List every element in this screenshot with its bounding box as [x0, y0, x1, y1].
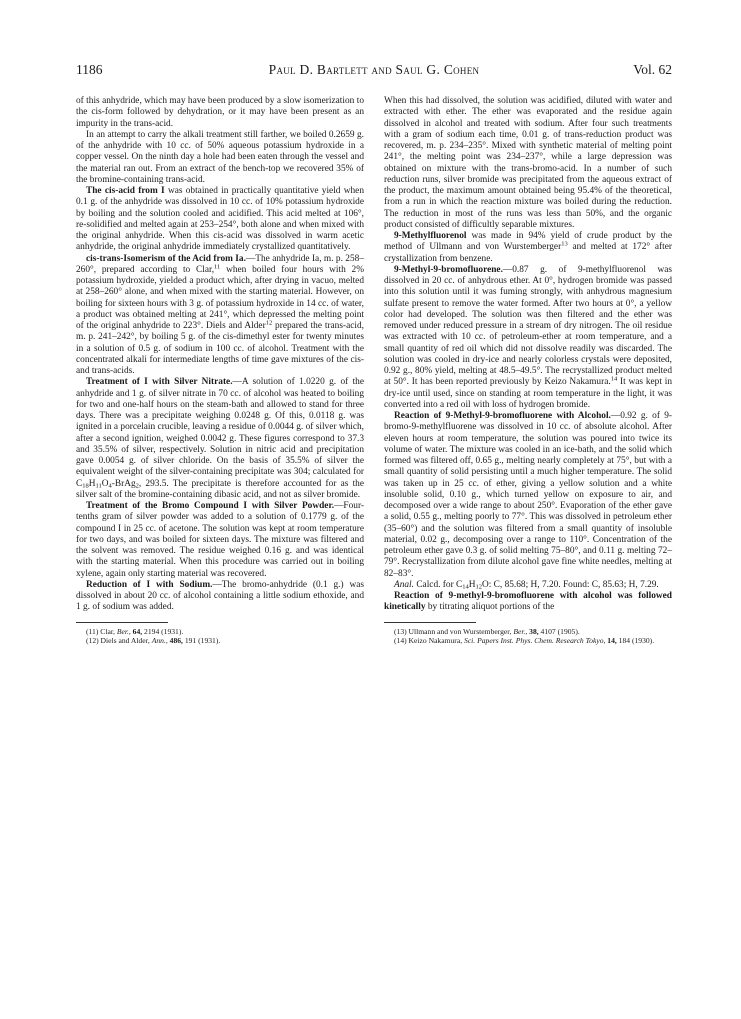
paragraph: 9-Methyl-9-bromofluorene.—0.87 g. of 9-methylfluorenol was dissolved in 20 cc. of anhydrous ether. At 0°, hydrogen bromide was passed into this solution until it was fuming strongly, with anhydrous magnesium sulfate present to remove the water formed. After two hours at 0°, a yellow color had developed. The solution was then filtered and the ether was removed under reduced pressure in a stream of dry nitrogen. The oil residue was extracted with 10 cc. of petroleum-ether at room temperature, and a small quantity of red oil which did not dissolve readily was discarded. The solution was cooled in dry-ice and nearly colorless crystals were deposited, 0.92 g., 80% yield, melting at 48.5–49.5°. The recrystallized product melted at 50°. It has been reported previously by Keizo Nakamura.$^{14}$ It was kept in dry-ice until used, since on standing at room temperature in the light, it was converted into a red oil with loss of hydrogen bromide.	[384, 264, 672, 410]
running-authors: Paul D. Bartlett and Saul G. Cohen	[268, 62, 480, 77]
section-run-in-heading: Reaction of 9-methyl-9-bromofluorene with alcohol was followed kinetically	[384, 591, 672, 613]
paragraph: When this had dissolved, the solution was acidified, diluted with water and extracted with ether. The ether was evaporated and the residue again dissolved in alcohol and treated with sodium. After four such treatments with a gram of sodium each time, 0.01 g. of trans-reduction product was recovered, m. p. 234–235°. Mixed with synthetic material of melting point 241°, the melting point was 234–237°, while a large depression was obtained on mixture with the trans-bromo-acid. In a number of such reduction runs, silver bromide was precipitated from the aqueous extract of the product, the maximum amount obtained being 95.4% of the theoretical, from a run in which the reaction mixture was boiled during the reduction. The reduction in most of the runs was less than 50%, and the organic product consisted of difficultly separable mixtures.	[384, 96, 672, 230]
section-run-in-heading: 9-Methylfluorenol	[394, 231, 467, 241]
paragraph: Reaction of 9-Methyl-9-bromofluorene with Alcohol.—0.92 g. of 9-bromo-9-methylfluorene was dissolved in 10 cc. of absolute alcohol. After eleven hours at room temperature, the solution was poured into twice its volume of water. The mixture was cooled in an ice-bath, and the solid which formed was filtered off, 0.65 g., melting nearly completely at 75°, but with a small quantity of solid persisting until a much higher temperature. The solid was taken up in 25 cc. of ether, giving a yellow solution and a white insoluble solid, 0.10 g., which turned yellow on exposure to air, and decomposed over a wide range to about 250°. Evaporation of the ether gave a solid, 0.55 g., melting poorly to 77°. This was dissolved in petroleum ether (35–60°) and the solution was filtered from a small quantity of insoluble material, 0.02 g., decomposing over a range to 110°. Concentration of the petroleum ether gave 0.3 g. of solid melting 75–80°, and 0.11 g. melting 72–79°. Recrystallization from dilute alcohol gave fine white needles, melting at 82–83°.	[384, 411, 672, 579]
paragraph: The cis-acid from I was obtained in practically quantitative yield when 0.1 g. of the anhydride was dissolved in 10 cc. of 10% potassium hydroxide by boiling and the solution cooled and acidified. This acid melted at 106°, re-solidified and melted again at 253–254°, both alone and when mixed with the original anhydride. When this cis-acid was dissolved in warm acetic anhydride, the original anhydride immediately crystallized quantitatively.	[76, 186, 364, 253]
paragraph: Reaction of 9-methyl-9-bromofluorene with alcohol was followed kinetically by titrating aliquot portions of the	[384, 591, 672, 613]
reference-mark: 12	[265, 319, 273, 327]
paragraph: Treatment of I with Silver Nitrate.—A solution of 1.0220 g. of the anhydride and 1 g. of silver nitrate in 70 cc. of alcohol was heated to boiling for two and one-half hours on the steam-bath and allowed to stand for three days. There was a precipitate weighing 0.0248 g. Of this, 0.0118 g. was ignited in a porcelain crucible, leaving a residue of 0.0044 g. of silver which, after a second ignition, weighed 0.0042 g. These figures correspond to 37.3 and 35.5% of silver, respectively. Solution in nitric acid and precipitation gave 0.0054 g. of silver chloride. On the basis of 35.5% of silver the equivalent weight of the silver-containing precipitate was 304; calculated for $C_{18}H_{11}O_4-BrAg_2$, 293.5. The precipitate is therefore accounted for as the silver salt of the bromine-containing dibasic acid, and not as silver bromide.	[76, 377, 364, 500]
paragraph: Reduction of I with Sodium.—The bromo-anhydride (0.1 g.) was dissolved in about 20 cc. of alcohol containing a little sodium ethoxide, and 1 g. of sodium was added.	[76, 579, 364, 613]
footnote: (11) Clar, Ber., 64, 2194 (1931).	[86, 626, 184, 636]
footnote-rule	[76, 622, 168, 623]
left-column	[76, 96, 364, 645]
reference-mark: 11	[214, 263, 221, 271]
reference-mark: 14	[610, 375, 618, 383]
section-run-in-heading: Reduction of I with Sodium.	[86, 579, 213, 590]
section-run-in-heading: 9-Methyl-9-bromofluorene.	[394, 264, 503, 275]
footnote: (13) Ullmann and von Wurstemberger, Ber., 38, 4107 (1905).	[394, 626, 580, 636]
reference-mark: 13	[561, 240, 568, 248]
paragraph: Anal. Calcd. for $C_{14}H_{12}O$: C, 85.68; H, 7.20. Found: C, 85.63; H, 7.29.	[394, 579, 659, 591]
section-run-in-heading: cis-trans-Isomerism of the Acid from Ia.	[86, 253, 246, 264]
paragraph: 9-Methylfluorenol was made in 94% yield of crude product by the method of Ullmann and von Wurstemberger$^{13}$ and melted at 172° after crystallization from benzene.	[384, 231, 672, 264]
running-header	[76, 62, 672, 80]
right-column	[384, 96, 672, 645]
paragraph: of this anhydride, which may have been produced by a slow isomerization to the cis-form followed by dehydration, or it may have been present as an impurity in the trans-acid.	[76, 96, 364, 129]
paragraph: In an attempt to carry the alkali treatment still farther, we boiled 0.2659 g. of the anhydride with 10 cc. of 50% aqueous potassium hydroxide in a copper vessel. On the ninth day a hole had been eaten through the vessel and the material ran out. From an extract of the bench-top we recovered 35% of the bromine-containing trans-acid.	[76, 129, 364, 185]
footnote-rule	[384, 622, 476, 623]
section-run-in-heading: The cis-acid from I	[86, 186, 165, 196]
anal-label: Anal.	[394, 579, 414, 590]
footnote: (12) Diels and Alder, Ann., 486, 191 (1931).	[86, 635, 221, 645]
page-number: 1186	[76, 62, 103, 77]
paragraph: Treatment of the Bromo Compound I with Silver Powder.—Four-tenths gram of silver powder was added to a solution of 0.1779 g. of the compound I in 25 cc. of acetone. The solution was kept at room temperature for two days, and was boiled for sixteen days. The mixture was filtered and the solvent was removed. The residue weighed 0.16 g. and was identical with the starting material. When this procedure was carried out in boiling xylene, again only starting material was recovered.	[76, 501, 364, 579]
paragraph: cis-trans-Isomerism of the Acid from Ia.—The anhydride Ia, m. p. 258–260°, prepared according to Clar,$^{11}$ when boiled four hours with 2% potassium hydroxide, yielded a product which, after drying in vacuo, melted at 258–260° alone, and when mixed with the starting material. However, on boiling for sixteen hours with 3 g. of potassium hydroxide in 14 cc. of water, a product was obtained melting at 241°, which depressed the melting point of the original anhydride to 223°. Diels and Alder$^{12}$ prepared the trans-acid, m. p. 241–242°, by boiling 5 g. of the cis-dimethyl ester for twenty minutes in a solution of 0.5 g. of sodium in 100 cc. of alcohol. Treatment with the concentrated alkali for intermediate lengths of time gave mixtures of the cis- and trans-acids.	[76, 253, 365, 376]
section-run-in-heading: Treatment of I with Silver Nitrate.	[86, 377, 233, 388]
section-run-in-heading: Reaction of 9-Methyl-9-bromofluorene with Alcohol.	[394, 411, 611, 421]
section-run-in-heading: Treatment of the Bromo Compound I with Silver Powder.	[86, 501, 335, 511]
footnote: (14) Keizo Nakamura, Sci. Papers Inst. Phys. Chem. Research Tokyo, 14, 184 (1930).	[394, 635, 655, 645]
volume-label: Vol. 62	[633, 62, 672, 77]
